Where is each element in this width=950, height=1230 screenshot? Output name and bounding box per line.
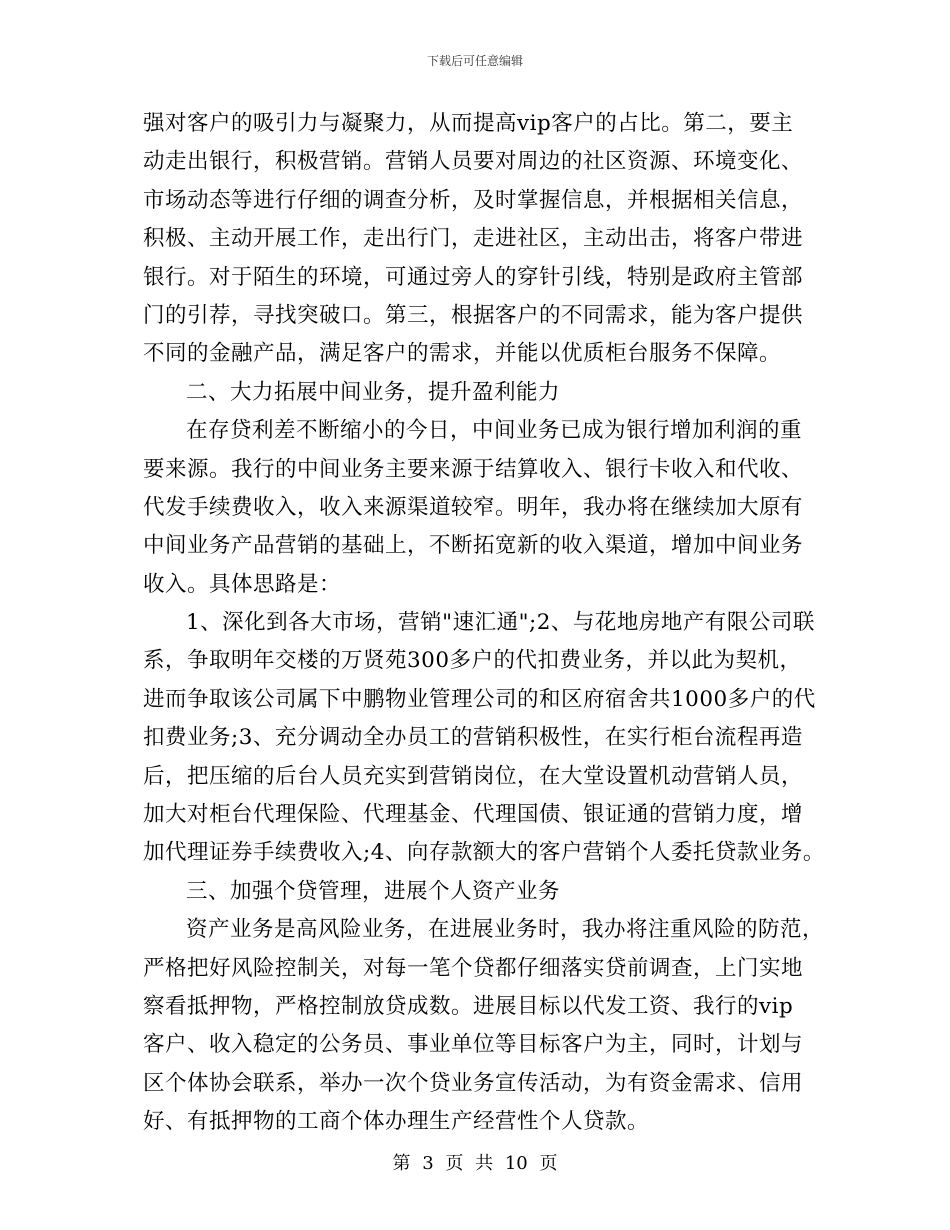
text-line: 察看抵押物，严格控制放贷成数。进展目标以代发工资、我行的vip xyxy=(143,993,794,1019)
text-line: 进而争取该公司属下中鹏物业管理公司的和区府宿舍共1000多户的代 xyxy=(143,686,816,712)
page-header: 下载后可任意编辑 xyxy=(426,54,523,68)
text-line: 不同的金融产品，满足客户的需求，并能以优质柜台服务不保障。 xyxy=(143,341,782,367)
text-line: 系，争取明年交楼的万贤苑300多户的代扣费业务，并以此为契机， xyxy=(143,648,802,674)
text-line: 要来源。我行的中间业务主要来源于结算收入、银行卡收入和代收、 xyxy=(143,456,804,482)
section-heading: 二、大力拓展中间业务，提升盈利能力 xyxy=(186,379,561,405)
text-line: 代发手续费收入，收入来源渠道较窄。明年，我办将在继续加大原有 xyxy=(143,494,804,520)
text-line: 扣费业务;3、充分调动全办员工的营销积极性，在实行柜台流程再造 xyxy=(143,725,803,751)
text-line: 客户、收入稳定的公务员、事业单位等目标客户为主，同时，计划与 xyxy=(143,1032,804,1058)
text-line: 中间业务产品营销的基础上，不断拓宽新的收入渠道，增加中间业务 xyxy=(143,533,804,559)
text-line: 积极、主动开展工作，走出行门，走进社区，主动出击，将客户带进 xyxy=(143,226,804,252)
text-line: 市场动态等进行仔细的调查分析，及时掌握信息，并根据相关信息， xyxy=(143,187,804,213)
page-footer: 第 3 页 共 10 页 xyxy=(392,1153,558,1174)
text-line: 银行。对于陌生的环境，可通过旁人的穿针引线，特别是政府主管部 xyxy=(143,264,804,290)
text-line: 严格把好风险控制关，对每一笔个贷都仔细落实贷前调查，上门实地 xyxy=(143,955,804,981)
text-line: 区个体协会联系，举办一次个贷业务宣传活动，为有资金需求、信用 xyxy=(143,1070,804,1096)
document-body xyxy=(143,105,825,1142)
text-line: 加代理证券手续费收入;4、向存款额大的客户营销个人委托贷款业务。 xyxy=(143,840,825,866)
text-line: 动走出银行，积极营销。营销人员要对周边的社区资源、环境变化、 xyxy=(143,149,804,175)
text-line: 1、深化到各大市场，营销"速汇通";2、与花地房地产有限公司联 xyxy=(186,610,815,636)
text-line: 强对客户的吸引力与凝聚力，从而提高vip客户的占比。第二，要主 xyxy=(143,111,794,136)
text-line: 加大对柜台代理保险、代理基金、代理国债、银证通的营销力度，增 xyxy=(143,802,804,828)
section-heading: 三、加强个贷管理，进展个人资产业务 xyxy=(186,878,561,904)
text-line: 在存贷利差不断缩小的今日，中间业务已成为银行增加利润的重 xyxy=(186,418,803,444)
text-line: 收入。具体思路是： xyxy=(143,571,342,597)
text-line: 好、有抵押物的工商个体办理生产经营性个人贷款。 xyxy=(143,1109,650,1135)
text-line: 门的引荐，寻找突破口。第三，根据客户的不同需求，能为客户提供 xyxy=(143,302,804,328)
text-line: 后，把压缩的后台人员充实到营销岗位，在大堂设置机动营销人员， xyxy=(143,763,804,789)
text-line: 资产业务是高风险业务，在进展业务时，我办将注重风险的防范， xyxy=(186,917,825,943)
